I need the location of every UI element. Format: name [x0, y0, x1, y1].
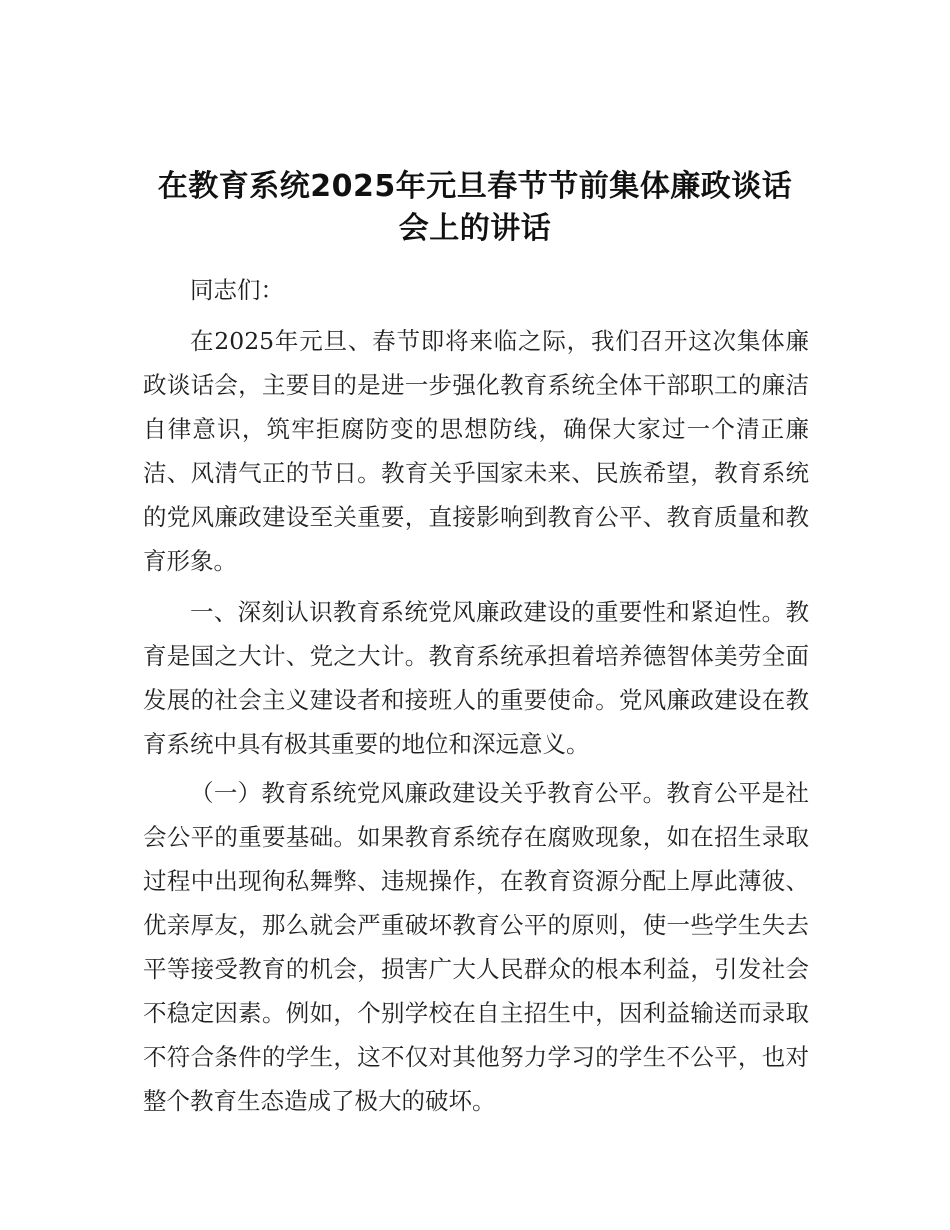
paragraph-block-3: [143, 771, 809, 1123]
paragraph-subsection-1: （一）教育系统党风廉政建设关乎教育公平。教育公平是社会公平的重要基础。如果教育系统存在腐败现象，如在招生录取过程中出现徇私舞弊、违规操作，在教育资源分配上厚此薄彼、优亲厚友，那么就会严重破坏教育公平的原则，使一些学生失去平等接受教育的机会，损害广大人民群众的根本利益，引发社会不稳定因素。例如，个别学校在自主招生中，因利益输送而录取不符合条件的学生，这不仅对其他努力学习的学生不公平，也对整个教育生态造成了极大的破坏。: [143, 779, 809, 1115]
greeting: 同志们：: [190, 276, 284, 304]
paragraph-intro: 在2025年元旦、春节即将来临之际，我们召开这次集体廉政谈话会，主要目的是进一步强化教育系统全体干部职工的廉洁自律意识，筑牢拒腐防变的思想防线，确保大家过一个清正廉洁、风清气正的节日。教育关乎国家未来、民族希望，教育系统的党风廉政建设至关重要，直接影响到教育公平、教育质量和教育形象。: [143, 327, 809, 575]
paragraph-block-1: [143, 319, 809, 583]
paragraph-block-2: [143, 590, 809, 766]
document-title: [130, 166, 820, 250]
greeting-block: [143, 268, 809, 312]
title-line-1: 在教育系统2025年元旦春节节前集体廉政谈话: [157, 169, 793, 204]
paragraph-section-1: 一、深刻认识教育系统党风廉政建设的重要性和紧迫性。教育是国之大计、党之大计。教育系统承担着培养德智体美劳全面发展的社会主义建设者和接班人的重要使命。党风廉政建设在教育系统中具有极其重要的地位和深远意义。: [143, 598, 809, 758]
title-line-2: 会上的讲话: [398, 211, 552, 246]
